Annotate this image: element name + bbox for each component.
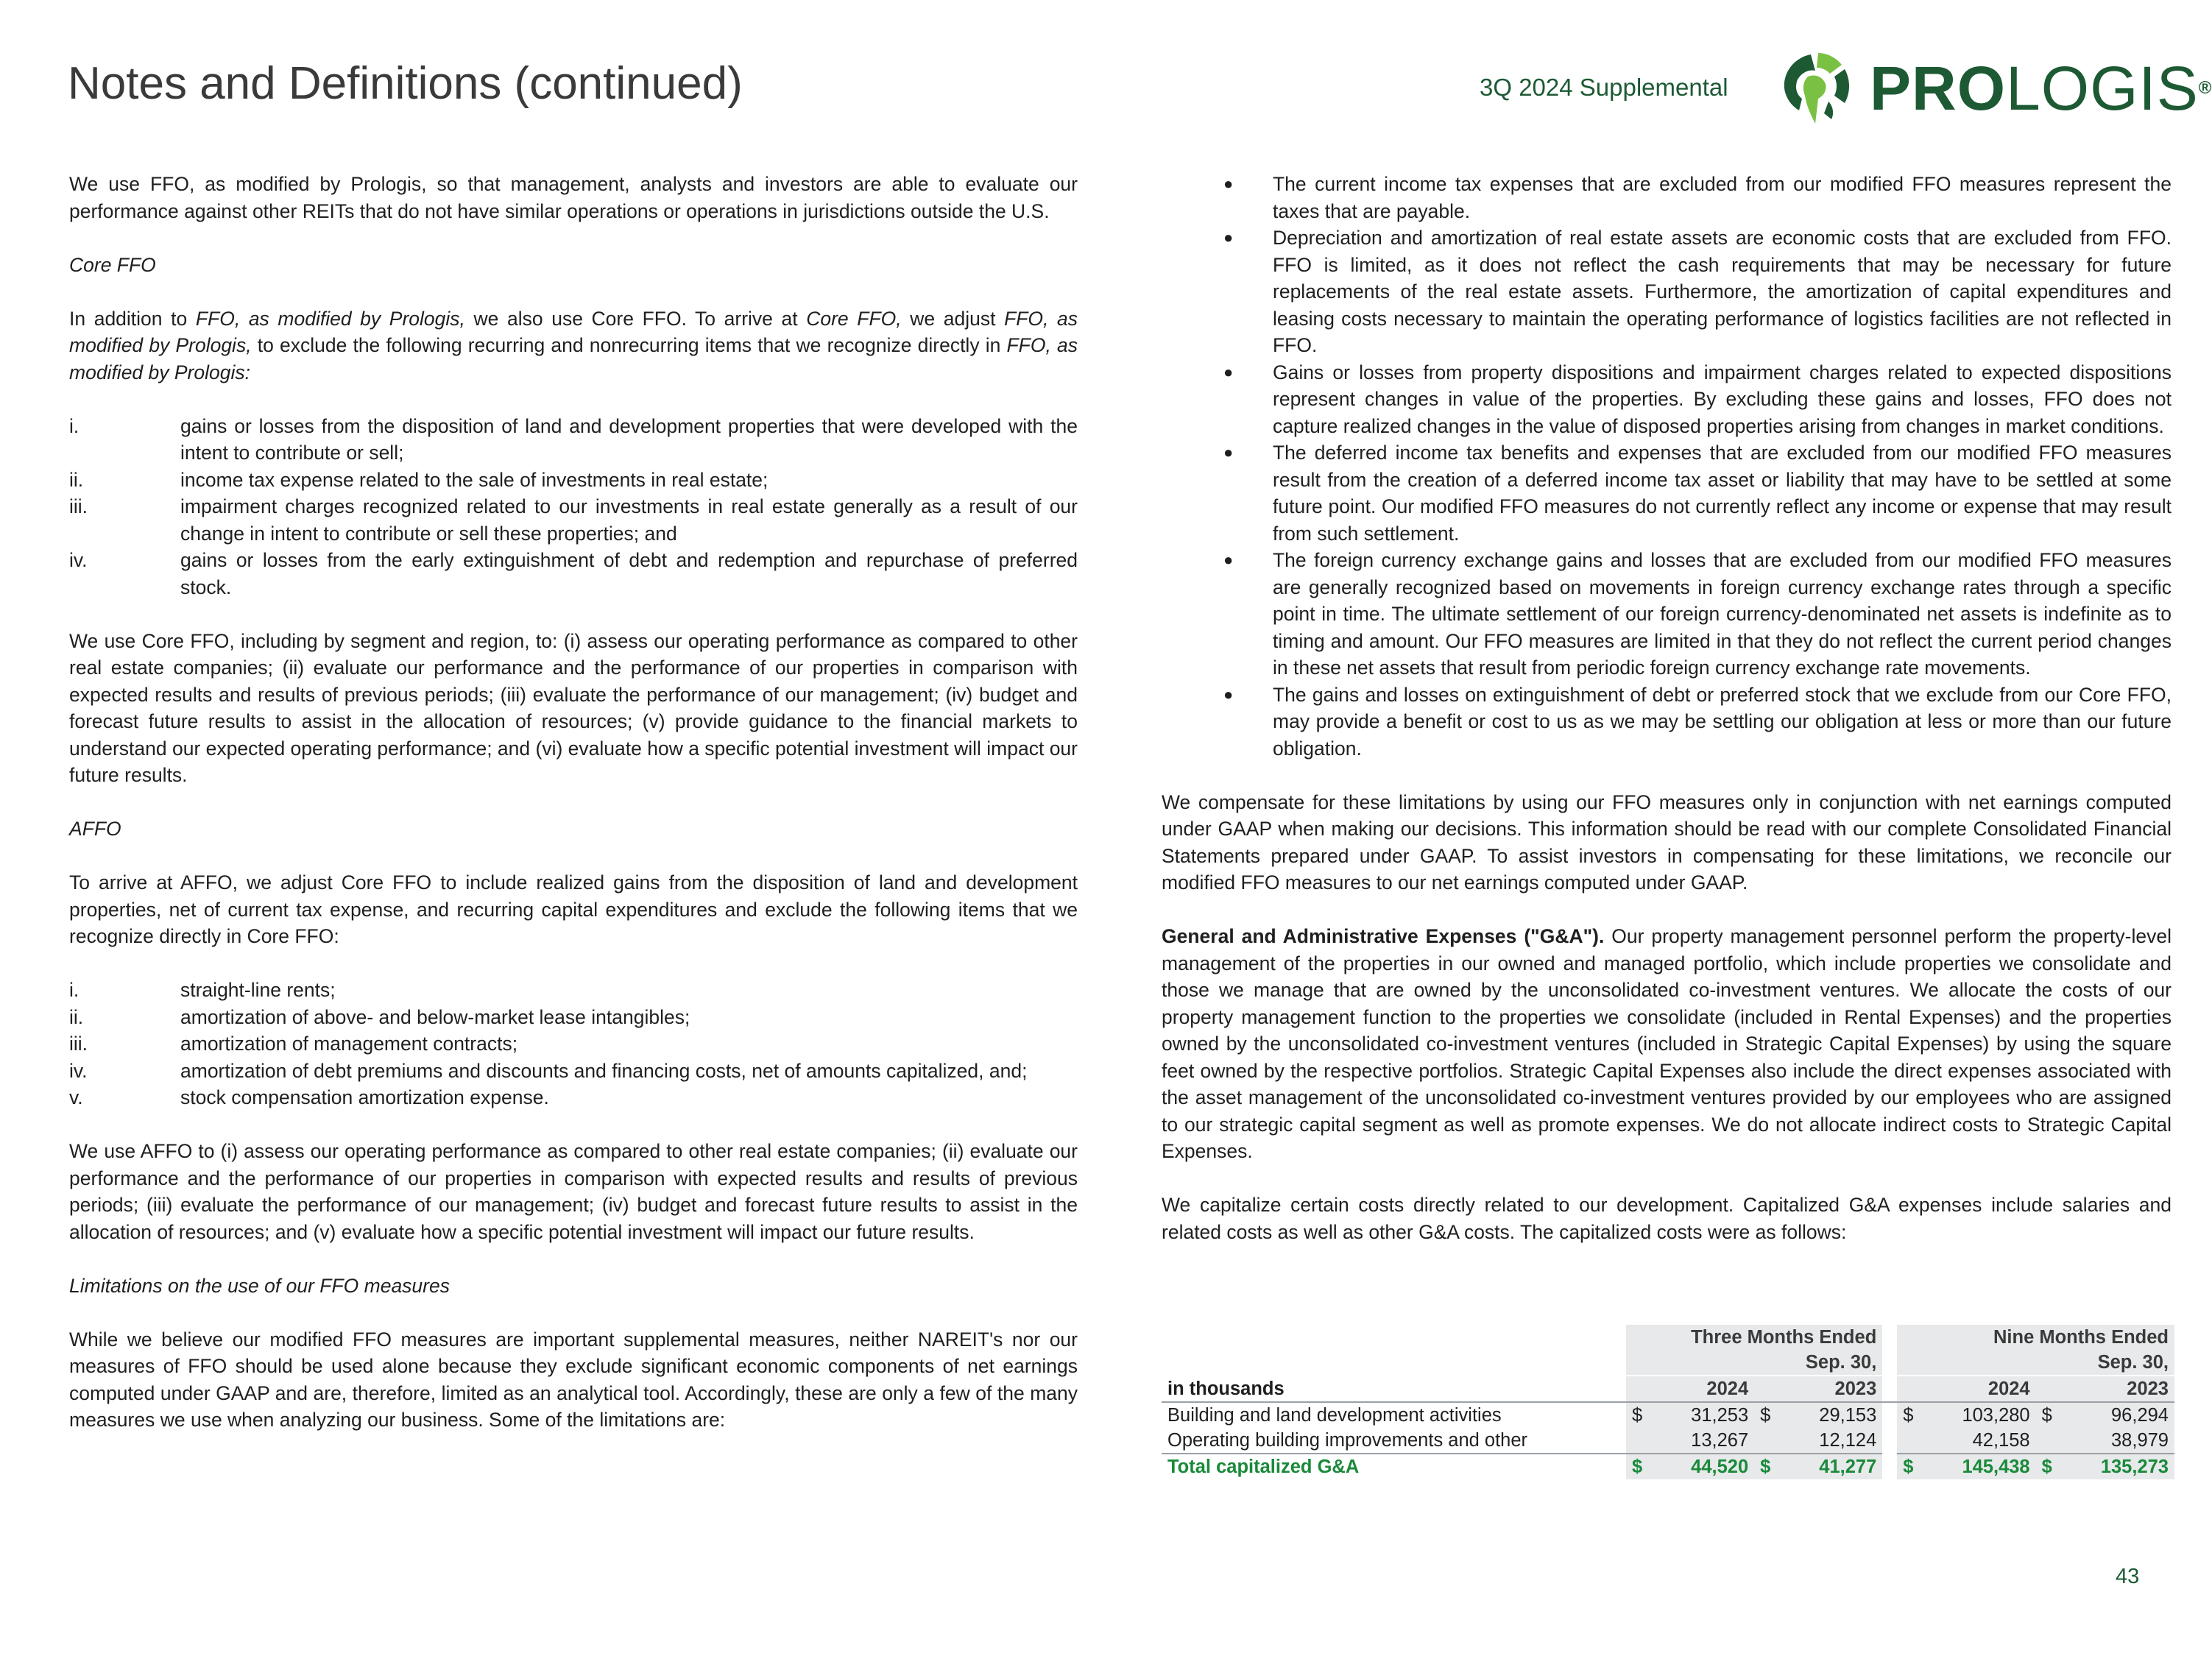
period-header: Sep. 30,	[1897, 1350, 2174, 1376]
year-header: 2023	[2063, 1376, 2174, 1402]
list-item: ● The gains and losses on extinguishment of debt or preferred stock that we exclude from our Core FFO, may provide a benefit or cost to us as we may be settling our obligation at less or more than our future obligation.	[1223, 683, 2172, 760]
period-header: Sep. 30,	[1626, 1350, 1882, 1376]
table-header-row	[1162, 1325, 2174, 1350]
core-ffo-list	[69, 413, 1078, 601]
list-item: ii. amortization of above- and below-market lease intangibles;	[69, 1005, 690, 1028]
core-ffo-uses-paragraph: We use Core FFO, including by segment and region, to: (i) assess our operating performance as compared to other real estate companies; (ii) evaluate our performance and the performance of our properties in comparison with expected results and results of previous periods; (iii) evaluate the performance of our management; (iv) budget and forecast future results to assist in the allocation of resources; (v) provide guidance to the financial markets to understand our expected operating performance; and (vi) evaluate how a specific potential investment will impact our future results.	[69, 629, 1078, 786]
table-row: Operating building improvements and other 13,267 12,124 42,158 38,979	[1162, 1428, 2174, 1454]
table-row: Building and land development activities $ 31,253 $ 29,153 $ 103,280 $ 96,294	[1162, 1402, 2174, 1428]
list-item: ● The foreign currency exchange gains and losses that are excluded from our modified FFO measures are generally recognized based on movements in foreign currency exchange rates through a specific point in time. The ultimate settlement of our foreign currency-denominated net assets is indefinite as to timing and amount. Our FFO measures are limited in that they do not reflect the current period changes in these net assets that result from periodic foreign currency exchange rate movements.	[1223, 549, 2172, 679]
capitalize-paragraph: We capitalize certain costs directly related to our development. Capitalized G&A expenses include salaries and related costs as well as other G&A costs. The capitalized costs were as follows:	[1162, 1194, 2172, 1243]
page-title: Notes and Definitions (continued)	[68, 58, 743, 109]
list-item: iii. impairment charges recognized related to our investments in real estate generally as a result of our change in intent to contribute or sell these properties; and	[69, 495, 1078, 545]
left-column	[69, 171, 1078, 1460]
page-number: 43	[2116, 1565, 2140, 1588]
nine-months-header: Nine Months Ended	[1897, 1325, 2174, 1350]
table-header-row	[1162, 1376, 2174, 1402]
logo-wordmark: PROLOGIS®	[1870, 54, 2212, 123]
compensate-paragraph: We compensate for these limitations by using our FFO measures only in conjunction with net earnings computed under GAAP when making our decisions. This information should be read with our complete Consolidated Financial Statements prepared under GAAP. To assist investors in compensating for these limitations, we reconcile our modified FFO measures to our net earnings computed under GAAP.	[1162, 790, 2172, 894]
year-header: 2023	[1781, 1376, 1882, 1402]
list-item: ● Gains or losses from property dispositions and impairment charges related to expected dispositions represent changes in value of the properties. By excluding these gains and losses, FFO does not capture realized changes in the value of disposed properties arising from changes in market conditions.	[1223, 361, 2172, 437]
globe-icon	[1773, 47, 1861, 130]
intro-paragraph: We use FFO, as modified by Prologis, so that management, analysts and investors are able to evaluate our performance against other REITs that do not have similar operations or operations in jurisdictions outside the U.S.	[69, 173, 1078, 222]
table-total-row: Total capitalized G&A $ 44,520 $ 41,277 $ 145,438 $ 135,273	[1162, 1454, 2174, 1479]
limitations-list	[1162, 171, 2172, 762]
affo-uses-paragraph: We use AFFO to (i) assess our operating performance as compared to other real estate companies; (ii) evaluate our performance and the performance of our properties in comparison with expected results and results of previous periods; (iii) evaluate the performance of our management; (iv) budget and forecast future results to assist in the allocation of resources; and (v) evaluate how a specific potential investment will impact our future results.	[69, 1140, 1078, 1243]
limitations-heading: Limitations on the use of our FFO measures	[69, 1274, 450, 1297]
affo-paragraph: To arrive at AFFO, we adjust Core FFO to include realized gains from the disposition of land and development properties, net of current tax expense, and recurring capital expenditures and exclude the following items that we recognize directly in Core FFO:	[69, 871, 1078, 947]
row-label-header: in thousands	[1167, 1378, 1285, 1399]
list-item: iv. gains or losses from the early extinguishment of debt and redemption and repurchase of preferred stock.	[69, 549, 1078, 598]
supplemental-label: 3Q 2024 Supplemental	[1480, 74, 1728, 101]
prologis-logo	[1773, 47, 2212, 130]
affo-heading: AFFO	[69, 818, 121, 840]
list-item: ● Depreciation and amortization of real estate assets are economic costs that are excluded from FFO. FFO is limited, as it does not reflect the cash requirements that may be necessary for future replacements of the real estate assets. Furthermore, the amortization of capital expenditures and leasing costs necessary to maintain the operating performance of logistics facilities are not reflected in FFO.	[1223, 227, 2172, 356]
right-column	[1162, 171, 2172, 1273]
list-item: ● The deferred income tax benefits and expenses that are excluded from our modified FFO measures result from the creation of a deferred income tax asset or liability that may have to be settled at some future point. Our modified FFO measures do not currently reflect any income or expense that may result from such settlement.	[1223, 442, 2172, 545]
ga-paragraph: General and Administrative Expenses ("G&A"). Our property management personnel perform the property-level management of the properties in our owned and managed portfolio, which include properties we consolidate and those we manage that are owned by the unconsolidated co-investment ventures. We allocate the costs of our property management function to the properties we consolidate (included in Rental Expenses) and the properties owned by the unconsolidated co-investment ventures (included in Strategic Capital Expenses) by using the square feet owned by the respective portfolios. Strategic Capital Expenses also include the direct expenses associated with the asset management of the unconsolidated co-investment ventures provided by our employees who are assigned to our strategic capital segment as well as promote expenses. We do not allocate indirect costs to Strategic Capital Expenses.	[1162, 925, 2172, 1162]
list-item: iv. amortization of debt premiums and discounts and financing costs, net of amounts capitalized, and;	[69, 1059, 1028, 1082]
three-months-header: Three Months Ended	[1626, 1325, 1882, 1350]
list-item: ii. income tax expense related to the sale of investments in real estate;	[69, 468, 768, 491]
capitalized-ga-table	[1162, 1325, 2174, 1479]
core-ffo-paragraph: In addition to FFO, as modified by Prologis, we also use Core FFO. To arrive at Core FFO, we adjust FFO, as modified by Prologis, to exclude the following recurring and nonrecurring items that we recognize directly in FFO, as modified by Prologis:	[69, 307, 1078, 383]
list-item: iii. amortization of management contracts;	[69, 1033, 518, 1055]
limitations-paragraph: While we believe our modified FFO measures are important supplemental measures, neither NAREIT's nor our measures of FFO should be used alone because they exclude significant economic components of net earnings computed under GAAP and are, therefore, limited as an analytical tool. Accordingly, these are only a few of the many measures we use when analyzing our business. Some of the limitations are:	[69, 1328, 1078, 1431]
list-item: i. gains or losses from the disposition of land and development properties that were developed with the intent to contribute or sell;	[69, 414, 1078, 464]
list-item: i. straight-line rents;	[69, 979, 336, 1001]
list-item: v. stock compensation amortization expense.	[69, 1086, 549, 1108]
affo-list	[69, 977, 1078, 1111]
year-header: 2024	[1923, 1376, 2035, 1402]
core-ffo-heading: Core FFO	[69, 253, 156, 276]
list-item: ● The current income tax expenses that are excluded from our modified FFO measures represent the taxes that are payable.	[1223, 173, 2172, 222]
year-header: 2024	[1653, 1376, 1754, 1402]
table-header-row	[1162, 1350, 2174, 1376]
